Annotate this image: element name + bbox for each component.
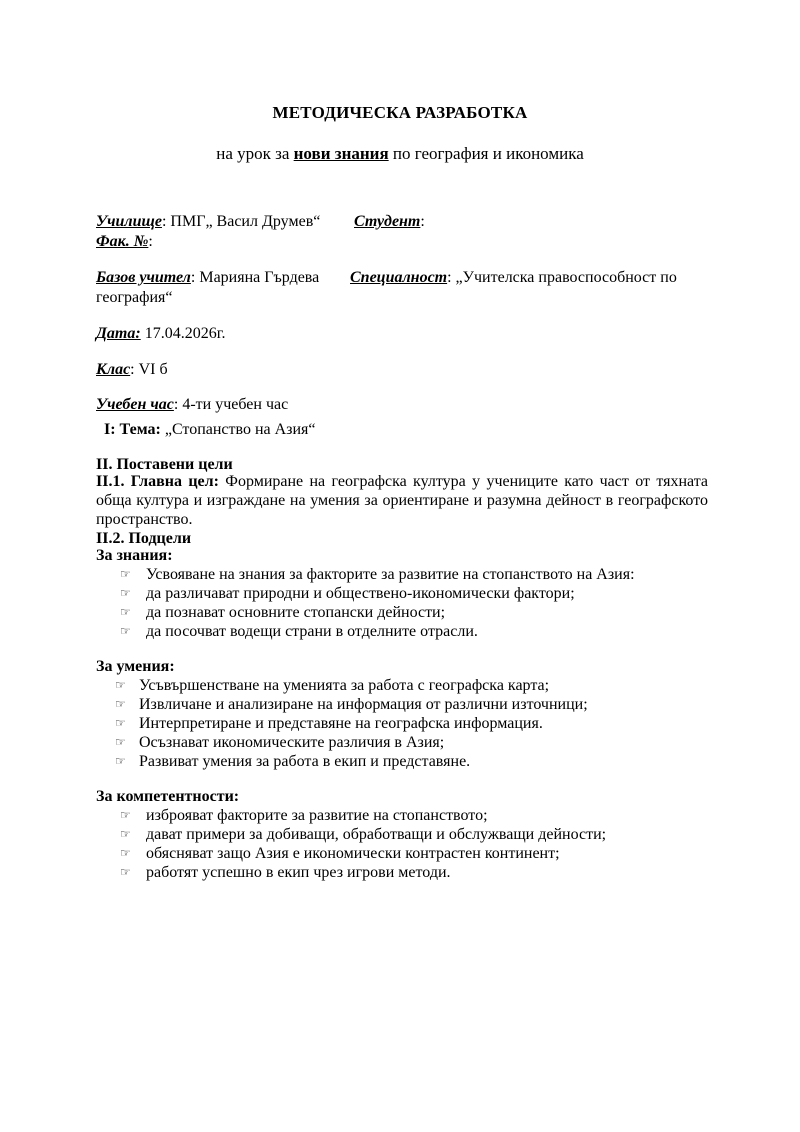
subtitle-suffix: по география и икономика [388,144,584,163]
date-value: 17.04.2026г. [140,325,226,342]
fac-number-line [96,232,153,251]
pointing-hand-icon: ☞ [120,567,131,581]
subtitle-emphasis: нови знания [293,144,389,163]
fac-number-value: : [148,233,153,250]
pointing-hand-icon: ☞ [115,697,126,711]
school-value: : ПМГ„ Васил Друмев“ [161,213,321,230]
list-item-text: да различават природни и обществено-икономически фактори; [146,585,575,602]
pointing-hand-icon: ☞ [115,754,126,768]
list-item-text: работят успешно в екип чрез игрови методи. [146,864,451,881]
teacher-value: : Марияна Гърдева [190,269,320,286]
student-value: : [420,213,425,230]
competence-heading: За компетентности: [96,788,240,805]
pointing-hand-icon: ☞ [120,605,131,619]
knowledge-heading: За знания: [96,547,173,564]
subtitle-prefix: на урок за [216,144,294,163]
list-item-text: Интерпретиране и представяне на географска информация. [139,715,543,732]
list-item-text: Извличане и анализиране на информация от различни източници; [139,696,588,713]
school-line [96,212,320,231]
pointing-hand-icon: ☞ [115,735,126,749]
hour-label: Учебен час [96,396,174,413]
pointing-hand-icon: ☞ [120,846,131,860]
subgoals-heading: II.2. Подцели [96,530,192,547]
class-line [96,360,168,379]
specialty-line [350,268,677,287]
specialty-label: Специалност [350,269,448,286]
pointing-hand-icon: ☞ [120,586,131,600]
pointing-hand-icon: ☞ [120,827,131,841]
pointing-hand-icon: ☞ [115,716,126,730]
list-item-text: Развиват умения за работа в екип и представяне. [139,753,471,770]
pointing-hand-icon: ☞ [115,678,126,692]
list-item-text: Усъвършенстване на уменията за работа с географска карта; [139,677,550,694]
skills-heading: За умения: [96,658,175,675]
hour-value: : 4-ти учебен час [173,396,289,413]
pointing-hand-icon: ☞ [120,865,131,879]
class-value: : VI б [130,361,168,378]
list-item-text: изброяват факторите за развитие на стопанството; [146,807,488,824]
date-label: Дата: [96,325,141,342]
goals-heading: II. Поставени цели [96,456,233,473]
list-item-text: да познават основните стопански дейности; [146,604,446,621]
pointing-hand-icon: ☞ [120,624,131,638]
date-line [96,324,225,343]
student-line [354,212,425,231]
document-subtitle [0,144,800,163]
list-item-text: Усвояване на знания за факторите за развитие на стопанството на Азия: [146,566,635,583]
main-goal-text: Формиране на географска култура у учениците като част от тяхната обща култура и изграждане на умения за ориентиране и разумна дейност в географското пространство. [96,473,708,528]
specialty-value: : „Учителска правоспособност по [447,269,677,286]
document-title: МЕТОДИЧЕСКА РАЗРАБОТКА [272,103,528,122]
list-item-text: обясняват защо Азия е икономически контрастен континент; [146,845,560,862]
pointing-hand-icon: ☞ [120,808,131,822]
class-label: Клас [96,361,131,378]
main-goal-label: II.1. Главна цел: [96,473,219,490]
main-goal-paragraph [96,472,708,529]
student-label: Студент [354,213,421,230]
hour-line [96,395,288,414]
specialty-continuation: география“ [96,289,173,306]
fac-number-label: Фак. № [96,233,149,250]
topic-value: „Стопанство на Азия“ [160,421,316,438]
topic-label: I: Тема: [104,421,161,438]
list-item-text: да посочват водещи страни в отделните отрасли. [146,623,478,640]
teacher-label: Базов учител [96,269,191,286]
topic-line [104,420,316,439]
teacher-line [96,268,319,287]
school-label: Училище [96,213,162,230]
list-item-text: дават примери за добиващи, обработващи и обслужващи дейности; [146,826,607,843]
list-item-text: Осъзнават икономическите различия в Азия; [139,734,445,751]
